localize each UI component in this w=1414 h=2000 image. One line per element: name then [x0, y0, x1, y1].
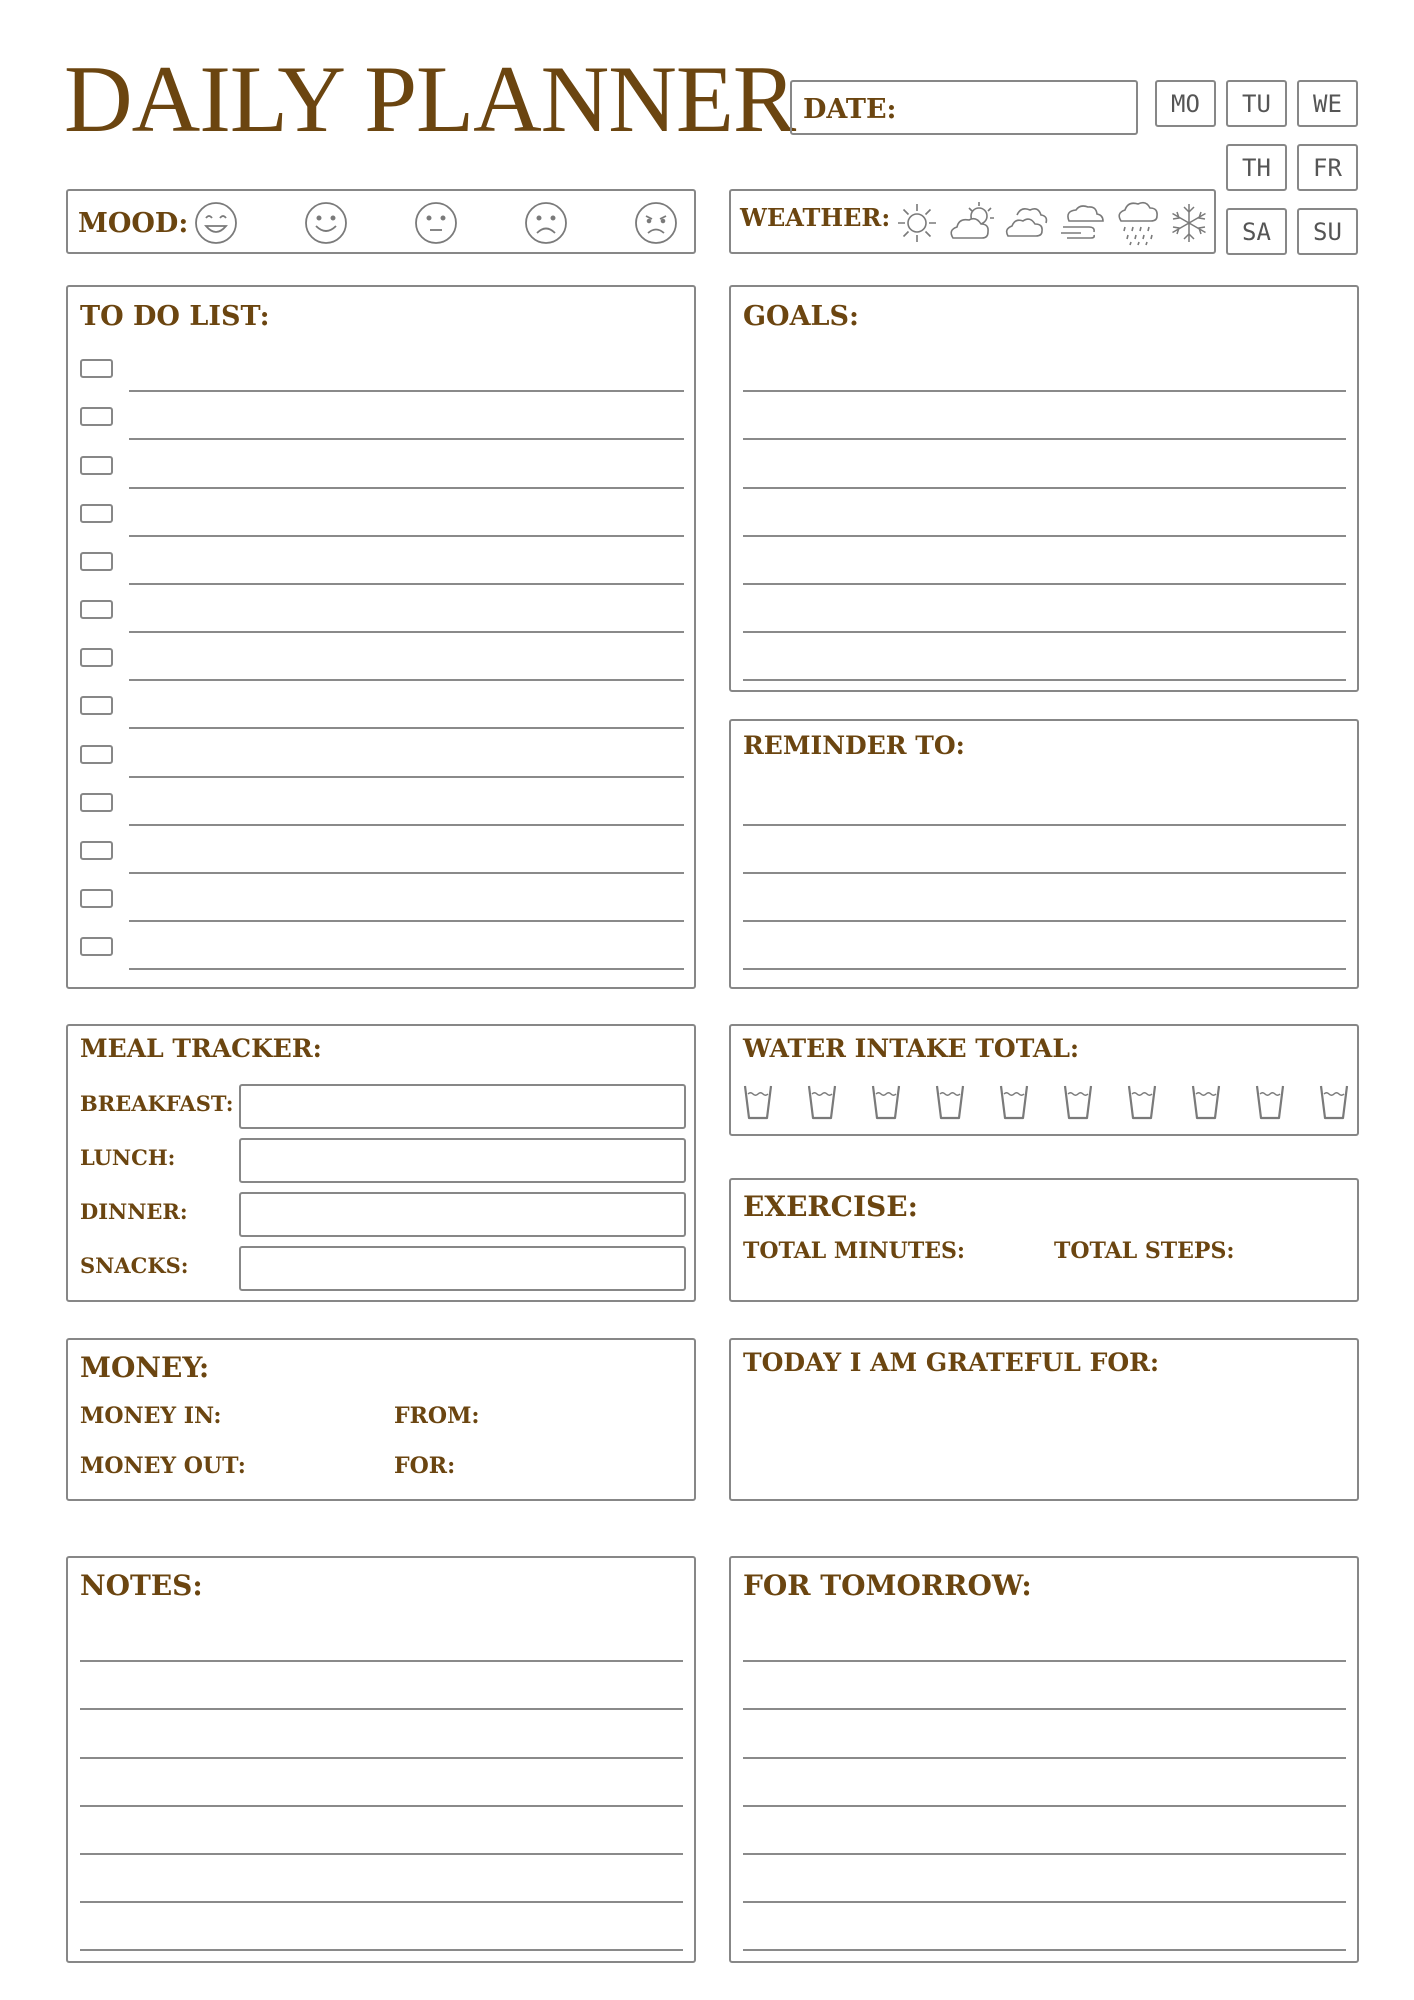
- todo-line[interactable]: [129, 920, 684, 922]
- day-label: FR: [1313, 153, 1342, 182]
- tomorrow-section: [729, 1556, 1359, 1963]
- goals-line[interactable]: [743, 679, 1346, 681]
- notes-line[interactable]: [80, 1805, 683, 1807]
- mood-section: [66, 189, 696, 254]
- todo-checkbox[interactable]: [80, 600, 113, 619]
- todo-label: TO DO LIST:: [80, 301, 270, 332]
- from-label: FROM:: [394, 1403, 480, 1429]
- day-label: SU: [1313, 217, 1342, 246]
- todo-checkbox[interactable]: [80, 359, 113, 378]
- day-label: WE: [1313, 89, 1342, 118]
- cloudy-icon[interactable]: [1003, 203, 1053, 243]
- todo-line[interactable]: [129, 535, 684, 537]
- goals-line[interactable]: [743, 390, 1346, 392]
- mood-label: MOOD:: [78, 208, 189, 239]
- breakfast-label: BREAKFAST:: [80, 1091, 234, 1116]
- reminder-label: REMINDER TO:: [743, 731, 965, 760]
- water-glass-icon[interactable]: [1255, 1084, 1285, 1120]
- tomorrow-line[interactable]: [743, 1949, 1346, 1951]
- breakfast-field[interactable]: [239, 1084, 686, 1129]
- exercise-section: [729, 1178, 1359, 1302]
- day-th[interactable]: [1226, 144, 1287, 191]
- day-su[interactable]: [1297, 208, 1358, 255]
- todo-line[interactable]: [129, 776, 684, 778]
- tomorrow-line[interactable]: [743, 1805, 1346, 1807]
- lunch-label: LUNCH:: [80, 1145, 176, 1170]
- tomorrow-line[interactable]: [743, 1708, 1346, 1710]
- sun-icon[interactable]: [895, 201, 939, 245]
- sad-face-icon[interactable]: [524, 201, 568, 245]
- todo-checkbox[interactable]: [80, 456, 113, 475]
- money-section: [66, 1338, 696, 1501]
- water-glass-icon[interactable]: [1191, 1084, 1221, 1120]
- reminder-line[interactable]: [743, 920, 1346, 922]
- todo-checkbox[interactable]: [80, 696, 113, 715]
- goals-line[interactable]: [743, 535, 1346, 537]
- partly-cloudy-icon[interactable]: [947, 200, 997, 246]
- day-fr[interactable]: [1297, 144, 1358, 191]
- notes-line[interactable]: [80, 1901, 683, 1903]
- money-out-label: MONEY OUT:: [80, 1453, 246, 1479]
- dinner-field[interactable]: [239, 1192, 686, 1237]
- reminder-line[interactable]: [743, 824, 1346, 826]
- day-label: TU: [1242, 89, 1271, 118]
- total-steps-label: TOTAL STEPS:: [1054, 1238, 1235, 1264]
- goals-line[interactable]: [743, 438, 1346, 440]
- snacks-label: SNACKS:: [80, 1253, 189, 1278]
- lunch-field[interactable]: [239, 1138, 686, 1183]
- tomorrow-label: FOR TOMORROW:: [743, 1569, 1032, 1602]
- todo-line[interactable]: [129, 390, 684, 392]
- snacks-field[interactable]: [239, 1246, 686, 1291]
- day-we[interactable]: [1297, 80, 1358, 127]
- goals-section: [729, 285, 1359, 692]
- meal-tracker-section: [66, 1024, 696, 1302]
- todo-line[interactable]: [129, 679, 684, 681]
- notes-line[interactable]: [80, 1708, 683, 1710]
- todo-checkbox[interactable]: [80, 504, 113, 523]
- todo-section: [66, 285, 696, 989]
- for-label: FOR:: [394, 1453, 456, 1479]
- todo-line[interactable]: [129, 631, 684, 633]
- water-glass-icon[interactable]: [871, 1084, 901, 1120]
- water-glass-icon[interactable]: [999, 1084, 1029, 1120]
- todo-checkbox[interactable]: [80, 937, 113, 956]
- reminder-line[interactable]: [743, 968, 1346, 970]
- windy-icon[interactable]: [1059, 203, 1109, 243]
- laughing-face-icon[interactable]: [194, 201, 238, 245]
- meal-tracker-label: MEAL TRACKER:: [80, 1034, 322, 1063]
- weather-section: [729, 189, 1216, 254]
- day-tu[interactable]: [1226, 80, 1287, 127]
- notes-section: [66, 1556, 696, 1963]
- todo-line[interactable]: [129, 968, 684, 970]
- todo-checkbox[interactable]: [80, 745, 113, 764]
- goals-line[interactable]: [743, 631, 1346, 633]
- goals-line[interactable]: [743, 487, 1346, 489]
- grateful-label: TODAY I AM GRATEFUL FOR:: [743, 1348, 1160, 1377]
- todo-line[interactable]: [129, 487, 684, 489]
- notes-line[interactable]: [80, 1660, 683, 1662]
- tomorrow-line[interactable]: [743, 1901, 1346, 1903]
- water-glass-icon[interactable]: [1063, 1084, 1093, 1120]
- todo-checkbox[interactable]: [80, 793, 113, 812]
- todo-line[interactable]: [129, 438, 684, 440]
- water-glass-icon[interactable]: [743, 1084, 773, 1120]
- notes-line[interactable]: [80, 1757, 683, 1759]
- total-minutes-label: TOTAL MINUTES:: [743, 1238, 965, 1264]
- day-sa[interactable]: [1226, 208, 1287, 255]
- weather-label: WEATHER:: [740, 203, 891, 232]
- water-intake-section: [729, 1024, 1359, 1136]
- smiling-face-icon[interactable]: [304, 201, 348, 245]
- day-label: MO: [1171, 89, 1200, 118]
- day-label: SA: [1242, 217, 1271, 246]
- tomorrow-line[interactable]: [743, 1660, 1346, 1662]
- date-field[interactable]: [790, 80, 1138, 135]
- notes-line[interactable]: [80, 1853, 683, 1855]
- todo-checkbox[interactable]: [80, 552, 113, 571]
- neutral-face-icon[interactable]: [414, 201, 458, 245]
- water-intake-label: WATER INTAKE TOTAL:: [743, 1034, 1080, 1063]
- reminder-line[interactable]: [743, 872, 1346, 874]
- goals-label: GOALS:: [743, 301, 859, 332]
- water-glass-icon[interactable]: [1127, 1084, 1157, 1120]
- day-mo[interactable]: [1155, 80, 1216, 127]
- water-glass-icon[interactable]: [1319, 1084, 1349, 1120]
- day-label: TH: [1242, 153, 1271, 182]
- very-sad-face-icon[interactable]: [634, 201, 678, 245]
- money-in-label: MONEY IN:: [80, 1403, 222, 1429]
- page-title: DAILY PLANNER: [64, 46, 796, 152]
- reminder-section: [729, 719, 1359, 989]
- grateful-section[interactable]: [729, 1338, 1359, 1501]
- goals-line[interactable]: [743, 583, 1346, 585]
- todo-checkbox[interactable]: [80, 648, 113, 667]
- todo-checkbox[interactable]: [80, 841, 113, 860]
- todo-checkbox[interactable]: [80, 889, 113, 908]
- date-label: DATE:: [803, 94, 897, 125]
- todo-line[interactable]: [129, 824, 684, 826]
- notes-label: NOTES:: [80, 1569, 203, 1602]
- exercise-label: EXERCISE:: [743, 1190, 918, 1223]
- snowflake-icon[interactable]: [1167, 201, 1211, 245]
- water-glass-icon[interactable]: [935, 1084, 965, 1120]
- money-label: MONEY:: [80, 1351, 210, 1384]
- rain-icon[interactable]: [1115, 199, 1161, 247]
- todo-line[interactable]: [129, 872, 684, 874]
- notes-line[interactable]: [80, 1949, 683, 1951]
- tomorrow-line[interactable]: [743, 1853, 1346, 1855]
- todo-line[interactable]: [129, 583, 684, 585]
- tomorrow-line[interactable]: [743, 1757, 1346, 1759]
- todo-line[interactable]: [129, 727, 684, 729]
- todo-checkbox[interactable]: [80, 407, 113, 426]
- water-glass-icon[interactable]: [807, 1084, 837, 1120]
- dinner-label: DINNER:: [80, 1199, 188, 1224]
